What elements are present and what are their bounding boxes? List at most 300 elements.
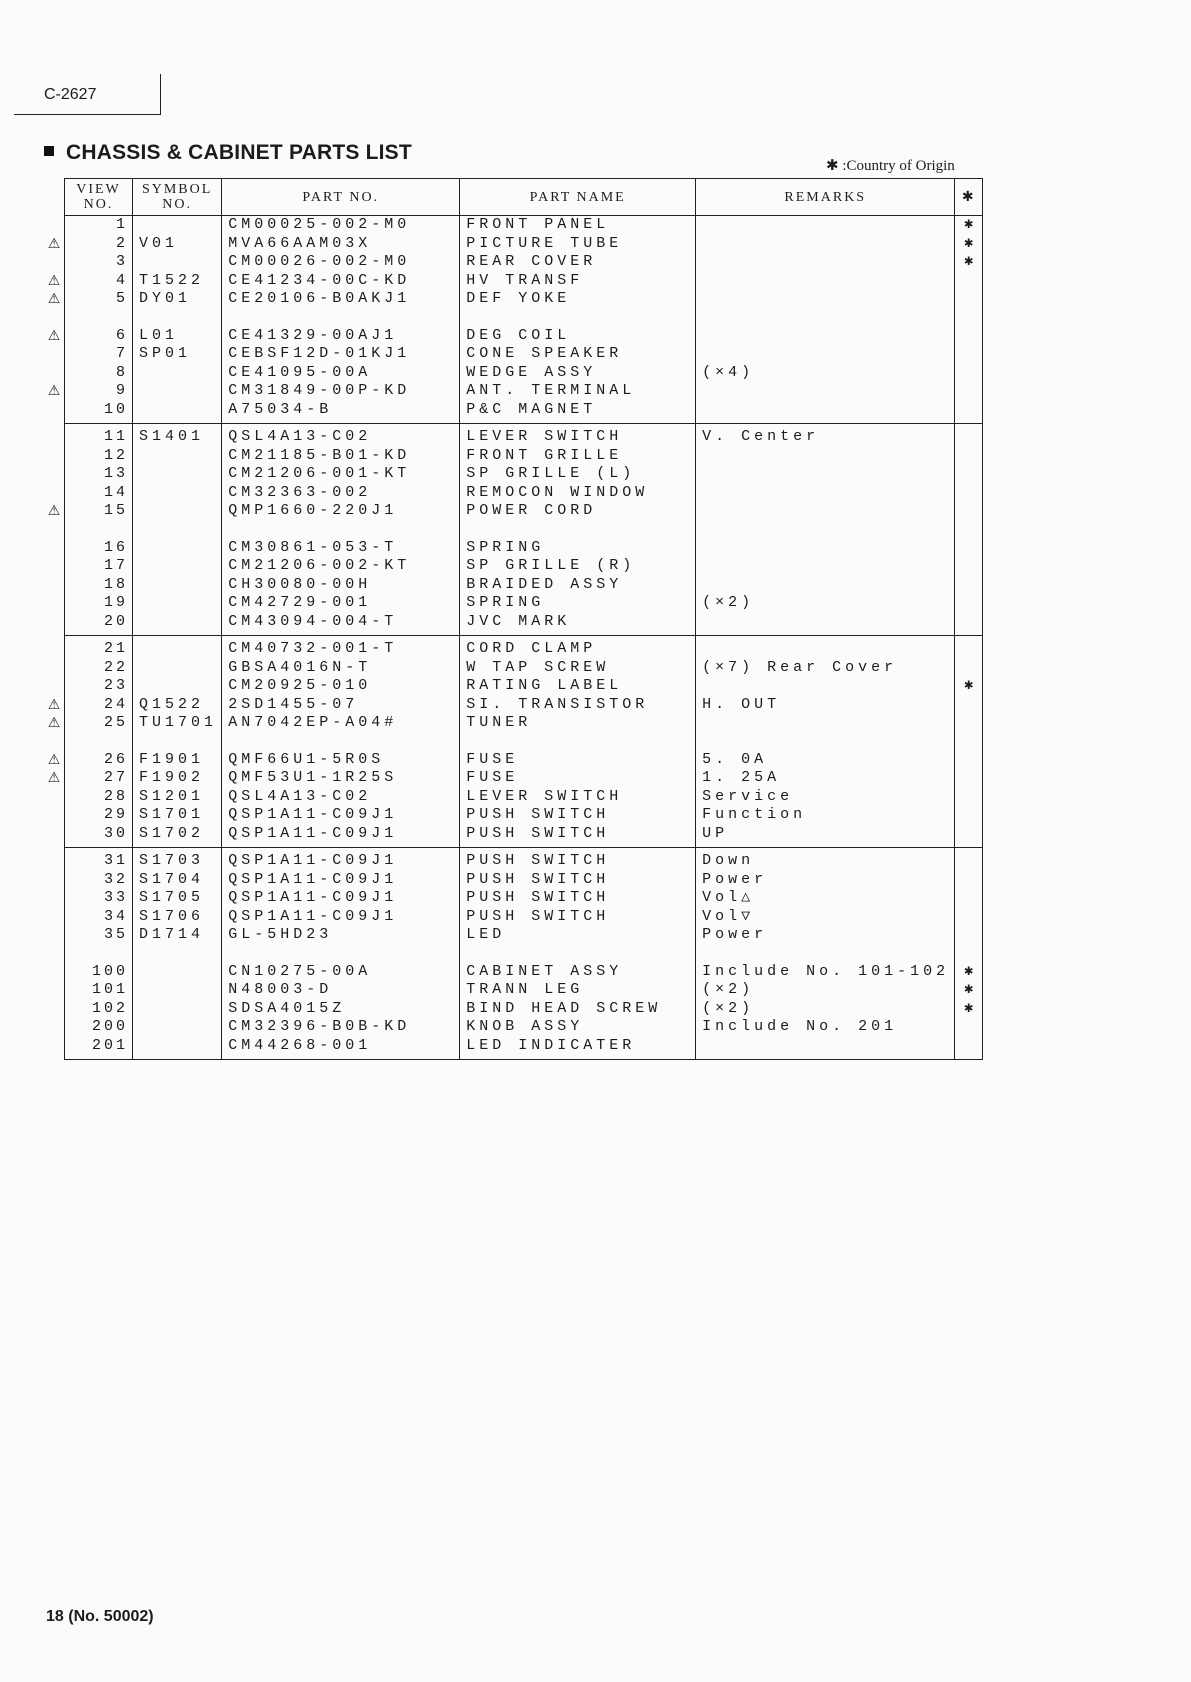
spacer-row — [65, 945, 983, 963]
cell-part-name: SP GRILLE (L) — [460, 465, 696, 484]
cell-part-name: PUSH SWITCH — [460, 908, 696, 927]
cell-view-no: 23 — [65, 677, 133, 696]
table-header — [65, 179, 983, 216]
cell-part-no: CM43094-004-T — [222, 613, 460, 632]
cell-view-no: 21 — [65, 636, 133, 659]
cell-symbol-no — [133, 539, 222, 558]
cell-view-no: 19 — [65, 594, 133, 613]
separator-cell — [696, 1055, 955, 1060]
cell-symbol-no — [133, 1037, 222, 1056]
cell-remarks: (×2) — [696, 1000, 955, 1019]
cell-part-name: FRONT PANEL — [460, 216, 696, 235]
table-row — [65, 825, 983, 844]
cell-symbol-no — [133, 401, 222, 420]
cell-view-no: 11 — [65, 424, 133, 447]
table-row — [65, 659, 983, 678]
spacer-cell — [133, 945, 222, 963]
header-part-no: PART NO. — [222, 179, 460, 216]
table-row — [65, 382, 983, 401]
cell-part-no: CH30080-00H — [222, 576, 460, 595]
cell-view-no: 8 — [65, 364, 133, 383]
cell-symbol-no: F1902 — [133, 769, 222, 788]
cell-remarks — [696, 484, 955, 503]
table-row — [65, 576, 983, 595]
cell-part-no: QSL4A13-C02 — [222, 424, 460, 447]
cell-origin — [955, 539, 983, 558]
safety-warning-icon: ⚠ — [47, 235, 61, 252]
cell-remarks — [696, 502, 955, 521]
cell-part-no: QSP1A11-C09J1 — [222, 889, 460, 908]
cell-origin — [955, 557, 983, 576]
cell-part-no: QSP1A11-C09J1 — [222, 806, 460, 825]
header-part-name: PART NAME — [460, 179, 696, 216]
table-row — [65, 290, 983, 309]
table-row — [65, 424, 983, 447]
cell-view-no: 18 — [65, 576, 133, 595]
spacer-cell — [65, 945, 133, 963]
cell-origin — [955, 272, 983, 291]
model-number: C-2627 — [44, 86, 97, 103]
table-row — [65, 272, 983, 291]
table-row — [65, 636, 983, 659]
spacer-cell — [696, 521, 955, 539]
table-row — [65, 788, 983, 807]
page-number: 18 (No. 50002) — [46, 1608, 154, 1625]
spacer-cell — [222, 521, 460, 539]
table-row — [65, 769, 983, 788]
cell-part-no: CM40732-001-T — [222, 636, 460, 659]
cell-view-no: 29 — [65, 806, 133, 825]
cell-part-no: CM31849-00P-KD — [222, 382, 460, 401]
cell-origin — [955, 696, 983, 715]
cell-view-no: 13 — [65, 465, 133, 484]
cell-part-name: SP GRILLE (R) — [460, 557, 696, 576]
cell-remarks — [696, 216, 955, 235]
table-row — [65, 401, 983, 420]
safety-warning-icon: ⚠ — [47, 715, 61, 732]
spacer-cell — [955, 733, 983, 751]
cell-part-name: LED INDICATER — [460, 1037, 696, 1056]
cell-remarks — [696, 636, 955, 659]
cell-remarks — [696, 327, 955, 346]
cell-remarks: V. Center — [696, 424, 955, 447]
cell-symbol-no — [133, 677, 222, 696]
cell-origin — [955, 364, 983, 383]
cell-part-no: QSP1A11-C09J1 — [222, 871, 460, 890]
cell-part-name: SI. TRANSISTOR — [460, 696, 696, 715]
cell-part-no: AN7042EP-A04# — [222, 714, 460, 733]
table-body — [65, 216, 983, 1060]
cell-origin — [955, 751, 983, 770]
cell-part-no: CM21206-001-KT — [222, 465, 460, 484]
cell-part-name: KNOB ASSY — [460, 1018, 696, 1037]
table-row — [65, 889, 983, 908]
spacer-cell — [955, 945, 983, 963]
cell-part-name: W TAP SCREW — [460, 659, 696, 678]
cell-part-no: CM44268-001 — [222, 1037, 460, 1056]
cell-part-no: CE20106-B0AKJ1 — [222, 290, 460, 309]
separator-cell — [133, 1055, 222, 1060]
cell-remarks: Vol△ — [696, 889, 955, 908]
cell-symbol-no — [133, 1018, 222, 1037]
cell-part-no: GL-5HD23 — [222, 926, 460, 945]
cell-symbol-no — [133, 447, 222, 466]
separator-cell — [460, 1055, 696, 1060]
cell-remarks: 5. 0A — [696, 751, 955, 770]
cell-view-no: 2 — [65, 235, 133, 254]
cell-remarks: Power — [696, 871, 955, 890]
spacer-cell — [955, 521, 983, 539]
cell-part-no: CM42729-001 — [222, 594, 460, 613]
cell-symbol-no — [133, 216, 222, 235]
spacer-cell — [460, 521, 696, 539]
cell-view-no: 20 — [65, 613, 133, 632]
cell-part-name: RATING LABEL — [460, 677, 696, 696]
cell-part-name: REAR COVER — [460, 253, 696, 272]
spacer-cell — [65, 733, 133, 751]
table-row — [65, 963, 983, 982]
cell-part-name: TRANN LEG — [460, 981, 696, 1000]
cell-view-no: 24 — [65, 696, 133, 715]
cell-origin — [955, 613, 983, 632]
cell-remarks — [696, 290, 955, 309]
spacer-cell — [222, 733, 460, 751]
cell-symbol-no: S1701 — [133, 806, 222, 825]
cell-part-name: PICTURE TUBE — [460, 235, 696, 254]
cell-remarks — [696, 613, 955, 632]
cell-origin — [955, 788, 983, 807]
spacer-row — [65, 733, 983, 751]
cell-remarks — [696, 714, 955, 733]
header-view-no: VIEW NO. — [65, 179, 133, 216]
cell-view-no: 25 — [65, 714, 133, 733]
separator-cell — [65, 1055, 133, 1060]
cell-origin — [955, 290, 983, 309]
table-row — [65, 1000, 983, 1019]
cell-part-no: QSP1A11-C09J1 — [222, 908, 460, 927]
separator-cell — [222, 1055, 460, 1060]
cell-part-name: POWER CORD — [460, 502, 696, 521]
cell-origin — [955, 576, 983, 595]
cell-symbol-no: F1901 — [133, 751, 222, 770]
spacer-cell — [955, 309, 983, 327]
cell-part-no: QMP1660-220J1 — [222, 502, 460, 521]
cell-part-no: CM30861-053-T — [222, 539, 460, 558]
cell-remarks — [696, 677, 955, 696]
cell-view-no: 17 — [65, 557, 133, 576]
cell-remarks — [696, 345, 955, 364]
parts-list-table — [64, 178, 983, 1060]
cell-part-no: CM20925-010 — [222, 677, 460, 696]
spacer-row — [65, 309, 983, 327]
cell-view-no: 9 — [65, 382, 133, 401]
table-row — [65, 696, 983, 715]
cell-view-no: 32 — [65, 871, 133, 890]
cell-origin — [955, 769, 983, 788]
cell-view-no: 6 — [65, 327, 133, 346]
table-row — [65, 465, 983, 484]
cell-remarks: H. OUT — [696, 696, 955, 715]
table-row — [65, 806, 983, 825]
safety-warning-icon: ⚠ — [47, 291, 61, 308]
cell-symbol-no: S1401 — [133, 424, 222, 447]
cell-part-no: CM00026-002-M0 — [222, 253, 460, 272]
spacer-cell — [222, 945, 460, 963]
safety-warning-icon: ⚠ — [47, 503, 61, 520]
spacer-cell — [133, 733, 222, 751]
table-row — [65, 253, 983, 272]
cell-origin — [955, 502, 983, 521]
cell-origin — [955, 424, 983, 447]
cell-symbol-no: SP01 — [133, 345, 222, 364]
cell-view-no: 4 — [65, 272, 133, 291]
cell-remarks: 1. 25A — [696, 769, 955, 788]
cell-part-no: QSP1A11-C09J1 — [222, 848, 460, 871]
cell-part-no: 2SD1455-07 — [222, 696, 460, 715]
cell-symbol-no — [133, 613, 222, 632]
cell-part-no: MVA66AAM03X — [222, 235, 460, 254]
cell-remarks — [696, 1037, 955, 1056]
table-row — [65, 926, 983, 945]
cell-part-name: CORD CLAMP — [460, 636, 696, 659]
cell-origin — [955, 871, 983, 890]
cell-part-name: CONE SPEAKER — [460, 345, 696, 364]
cell-remarks — [696, 576, 955, 595]
header-origin: ✱ — [955, 179, 983, 216]
cell-part-name: PUSH SWITCH — [460, 806, 696, 825]
cell-remarks: (×7) Rear Cover — [696, 659, 955, 678]
cell-view-no: 28 — [65, 788, 133, 807]
cell-part-name: BIND HEAD SCREW — [460, 1000, 696, 1019]
table-row — [65, 751, 983, 770]
safety-warning-icon: ⚠ — [47, 327, 61, 344]
cell-remarks — [696, 465, 955, 484]
cell-part-name: PUSH SWITCH — [460, 871, 696, 890]
cell-symbol-no — [133, 576, 222, 595]
table-row — [65, 848, 983, 871]
cell-remarks — [696, 253, 955, 272]
cell-view-no: 16 — [65, 539, 133, 558]
cell-view-no: 100 — [65, 963, 133, 982]
cell-symbol-no — [133, 594, 222, 613]
cell-part-no: A75034-B — [222, 401, 460, 420]
cell-origin: ✱ — [955, 253, 983, 272]
spacer-cell — [133, 521, 222, 539]
cell-part-name: DEG COIL — [460, 327, 696, 346]
cell-origin — [955, 345, 983, 364]
cell-origin — [955, 908, 983, 927]
cell-origin — [955, 401, 983, 420]
table-row — [65, 235, 983, 254]
cell-remarks: Include No. 101-102 — [696, 963, 955, 982]
country-of-origin-note: ✱ :Country of Origin — [826, 158, 955, 174]
safety-warning-icon: ⚠ — [47, 751, 61, 768]
cell-part-name: BRAIDED ASSY — [460, 576, 696, 595]
cell-symbol-no — [133, 502, 222, 521]
cell-symbol-no: D1714 — [133, 926, 222, 945]
cell-view-no: 31 — [65, 848, 133, 871]
spacer-cell — [65, 521, 133, 539]
group-separator — [65, 1055, 983, 1060]
cell-view-no: 35 — [65, 926, 133, 945]
cell-part-no: GBSA4016N-T — [222, 659, 460, 678]
table-row — [65, 364, 983, 383]
cell-view-no: 34 — [65, 908, 133, 927]
cell-origin — [955, 465, 983, 484]
spacer-cell — [696, 945, 955, 963]
cell-symbol-no — [133, 382, 222, 401]
cell-origin — [955, 484, 983, 503]
table-row — [65, 1018, 983, 1037]
cell-remarks — [696, 447, 955, 466]
table-row — [65, 1037, 983, 1056]
cell-remarks: Service — [696, 788, 955, 807]
cell-symbol-no — [133, 1000, 222, 1019]
cell-origin — [955, 382, 983, 401]
spacer-cell — [460, 945, 696, 963]
title-text: CHASSIS & CABINET PARTS LIST — [66, 141, 412, 164]
cell-part-no: QSL4A13-C02 — [222, 788, 460, 807]
cell-part-no: QMF66U1-5R0S — [222, 751, 460, 770]
cell-part-no: CE41234-00C-KD — [222, 272, 460, 291]
cell-part-no: CM21185-B01-KD — [222, 447, 460, 466]
spacer-cell — [696, 733, 955, 751]
cell-origin: ✱ — [955, 1000, 983, 1019]
header-symbol-no: SYMBOL NO. — [133, 179, 222, 216]
cell-part-no: N48003-D — [222, 981, 460, 1000]
cell-symbol-no — [133, 963, 222, 982]
cell-symbol-no — [133, 253, 222, 272]
cell-symbol-no: S1705 — [133, 889, 222, 908]
cell-part-name: SPRING — [460, 594, 696, 613]
spacer-cell — [222, 309, 460, 327]
cell-part-no: CE41329-00AJ1 — [222, 327, 460, 346]
cell-view-no: 5 — [65, 290, 133, 309]
cell-view-no: 27 — [65, 769, 133, 788]
cell-symbol-no — [133, 636, 222, 659]
cell-view-no: 22 — [65, 659, 133, 678]
cell-view-no: 200 — [65, 1018, 133, 1037]
cell-origin: ✱ — [955, 235, 983, 254]
cell-remarks — [696, 401, 955, 420]
cell-part-name: PUSH SWITCH — [460, 889, 696, 908]
cell-view-no: 26 — [65, 751, 133, 770]
table-row — [65, 327, 983, 346]
spacer-cell — [65, 309, 133, 327]
table-row — [65, 557, 983, 576]
cell-remarks — [696, 235, 955, 254]
cell-remarks — [696, 382, 955, 401]
cell-symbol-no: S1702 — [133, 825, 222, 844]
cell-part-name: WEDGE ASSY — [460, 364, 696, 383]
cell-part-name: PUSH SWITCH — [460, 848, 696, 871]
cell-view-no: 101 — [65, 981, 133, 1000]
cell-symbol-no — [133, 659, 222, 678]
table-row — [65, 539, 983, 558]
cell-remarks: (×4) — [696, 364, 955, 383]
cell-view-no: 7 — [65, 345, 133, 364]
cell-part-name: LEVER SWITCH — [460, 424, 696, 447]
cell-origin — [955, 806, 983, 825]
cell-part-no: CE41095-00A — [222, 364, 460, 383]
table-row — [65, 447, 983, 466]
cell-symbol-no — [133, 484, 222, 503]
cell-part-no: CM32363-002 — [222, 484, 460, 503]
table-row — [65, 345, 983, 364]
header-remarks: REMARKS — [696, 179, 955, 216]
cell-symbol-no: T1522 — [133, 272, 222, 291]
spacer-cell — [460, 309, 696, 327]
cell-part-no: CN10275-00A — [222, 963, 460, 982]
cell-symbol-no — [133, 557, 222, 576]
cell-symbol-no: TU1701 — [133, 714, 222, 733]
table-row — [65, 677, 983, 696]
cell-symbol-no: S1706 — [133, 908, 222, 927]
table-row — [65, 594, 983, 613]
cell-part-no: CM32396-B0B-KD — [222, 1018, 460, 1037]
cell-remarks: UP — [696, 825, 955, 844]
cell-view-no: 1 — [65, 216, 133, 235]
table-row — [65, 981, 983, 1000]
cell-view-no: 15 — [65, 502, 133, 521]
table-row — [65, 216, 983, 235]
cell-part-name: TUNER — [460, 714, 696, 733]
cell-part-no: CM21206-002-KT — [222, 557, 460, 576]
page-title — [44, 141, 412, 165]
spacer-cell — [133, 309, 222, 327]
cell-part-name: JVC MARK — [460, 613, 696, 632]
cell-remarks: Vol▽ — [696, 908, 955, 927]
cell-part-name: CABINET ASSY — [460, 963, 696, 982]
cell-part-name: HV TRANSF — [460, 272, 696, 291]
cell-part-no: CEBSF12D-01KJ1 — [222, 345, 460, 364]
cell-origin — [955, 659, 983, 678]
cell-view-no: 10 — [65, 401, 133, 420]
cell-part-name: LED — [460, 926, 696, 945]
cell-symbol-no: S1703 — [133, 848, 222, 871]
cell-remarks: Power — [696, 926, 955, 945]
cell-remarks: (×2) — [696, 594, 955, 613]
cell-view-no: 30 — [65, 825, 133, 844]
cell-view-no: 201 — [65, 1037, 133, 1056]
cell-part-name: FRONT GRILLE — [460, 447, 696, 466]
cell-view-no: 14 — [65, 484, 133, 503]
cell-symbol-no: V01 — [133, 235, 222, 254]
cell-origin — [955, 447, 983, 466]
cell-part-no: SDSA4015Z — [222, 1000, 460, 1019]
cell-remarks: (×2) — [696, 981, 955, 1000]
cell-symbol-no: S1704 — [133, 871, 222, 890]
cell-part-name: P&C MAGNET — [460, 401, 696, 420]
cell-origin — [955, 1018, 983, 1037]
cell-origin — [955, 889, 983, 908]
table-row — [65, 871, 983, 890]
cell-part-no: CM00025-002-M0 — [222, 216, 460, 235]
cell-origin: ✱ — [955, 981, 983, 1000]
cell-origin — [955, 926, 983, 945]
cell-symbol-no — [133, 465, 222, 484]
model-number-box — [14, 74, 161, 115]
cell-view-no: 102 — [65, 1000, 133, 1019]
cell-symbol-no: DY01 — [133, 290, 222, 309]
safety-warning-icon: ⚠ — [47, 272, 61, 289]
cell-part-no: QMF53U1-1R25S — [222, 769, 460, 788]
cell-view-no: 33 — [65, 889, 133, 908]
cell-part-name: REMOCON WINDOW — [460, 484, 696, 503]
spacer-cell — [696, 309, 955, 327]
title-bullet — [44, 146, 54, 156]
cell-origin — [955, 594, 983, 613]
